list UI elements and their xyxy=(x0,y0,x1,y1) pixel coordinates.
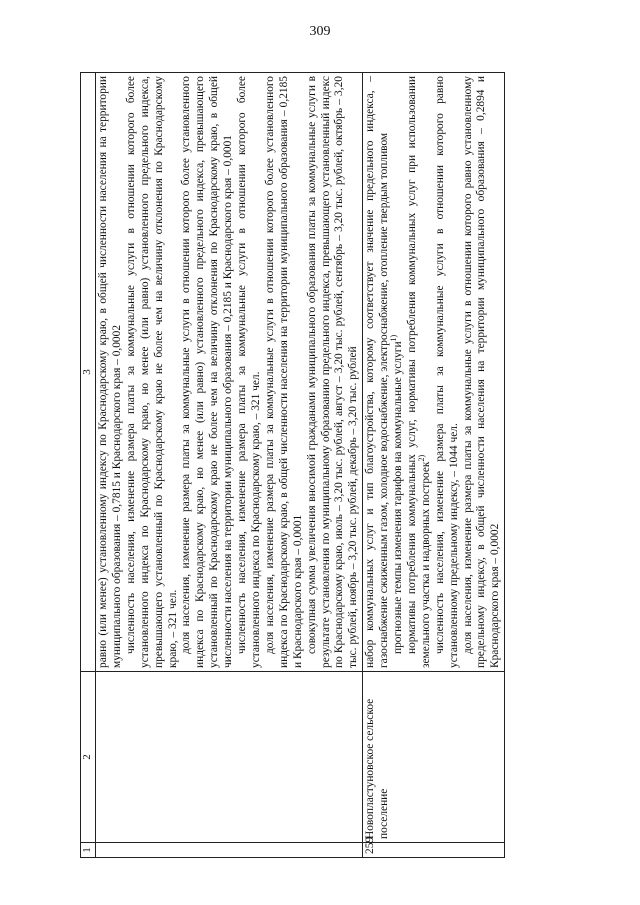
row-name: Новопластуновское сельское поселение xyxy=(363,672,505,843)
row-number: 259 xyxy=(363,843,505,858)
row-number xyxy=(96,843,363,858)
text-item xyxy=(406,76,434,668)
header-col-1: 1 xyxy=(81,843,96,858)
footnote-marker: 1) xyxy=(389,334,399,342)
header-col-3: 3 xyxy=(81,73,96,672)
data-table xyxy=(80,72,505,858)
header-col-2: 2 xyxy=(81,672,96,843)
text-item: численность населения, изменение размера платы за коммунальные услуги в отношении которого более установленного индекса по Краснодарскому краю, – 321 чел. xyxy=(236,76,262,668)
text-item: совокупная сумма увеличения вносимой гражданами муниципального образования платы за коммунальные услуги в результате установления по муниципальному образованию предельного индекса, превышающего установленный индекс по Краснодарскому краю, июль – 3,20 тыс. рублей, август – 3,20 тыс. рублей, сентябрь – 3,20 тыс. рублей, октябрь – 3,20 тыс. рублей, ноябрь – 3,20 тыс. рублей, декабрь – 3,20 тыс. рублей xyxy=(305,76,360,668)
row-name xyxy=(96,672,363,843)
text-item: численность населения, изменение размера платы за коммунальные услуги в отношении которого более установленного индекса по Краснодарскому краю, но менее (или равно) установленного предельного индекса, превышающего установленный по Краснодарскому краю не более чем на величину отклонения по Краснодарскому краю, – 321 чел. xyxy=(124,76,179,668)
text-item: набор коммунальных услуг и тип благоустройства, которому соответствует значение предельного индекса, – газоснабжение сжиженным газом, холодное водоснабжение, электроснабжение, отопление твердым топливом xyxy=(364,76,391,668)
text-item: доля населения, изменение размера платы за коммунальные услуги в отношении которого более установленного индекса по Краснодарскому краю, в общей численности населения на территории муниципального образования – 0,2185 и Краснодарского края – 0,0001 xyxy=(263,76,304,668)
rotated-table-container xyxy=(80,72,602,858)
table-row-259 xyxy=(363,73,505,858)
table-frame xyxy=(80,72,602,858)
text-item: численность населения, изменение размера платы за коммунальные услуги в отношении которого равно установленному предельному индексу, – 1044 чел. xyxy=(433,76,460,668)
row-content xyxy=(363,73,505,672)
page-number: 309 xyxy=(309,24,331,39)
row-content xyxy=(96,73,363,672)
text-item-body: нормативы потребления коммунальных услуг, нормативы потребления коммунальных услуг при использовании земельного участка и надворных построек xyxy=(405,76,432,668)
text-item-body: прогнозные темпы изменения тарифов на коммунальные услуги xyxy=(392,341,405,654)
text-item xyxy=(389,76,406,668)
text-item: доля населения, изменение размера платы за коммунальные услуги в отношении которого более установленного индекса по Краснодарскому краю, но менее (или равно) установленного предельного индекса, превышающего установленный по Краснодарскому краю не более чем на величину отклонения по Краснодарскому краю, в общей численности населения на территории муниципального образования – 0,2185 и Краснодарского края – 0,0001 xyxy=(180,76,235,668)
footnote-marker: 2) xyxy=(417,454,427,462)
table-row-continuation xyxy=(96,73,363,858)
text-item: равно (или менее) установленному индексу по Краснодарскому краю, в общей численности населения на территории муниципального образования – 0,7815 и Краснодарского края – 0,0002 xyxy=(97,76,123,668)
text-item: доля населения, изменение размера платы за коммунальные услуги в отношении которого равно установленному предельному индексу, в общей численности населения на территории муниципального образования – 0,2894 и Краснодарского края – 0,0002 xyxy=(461,76,502,668)
table-header-row xyxy=(81,73,96,858)
